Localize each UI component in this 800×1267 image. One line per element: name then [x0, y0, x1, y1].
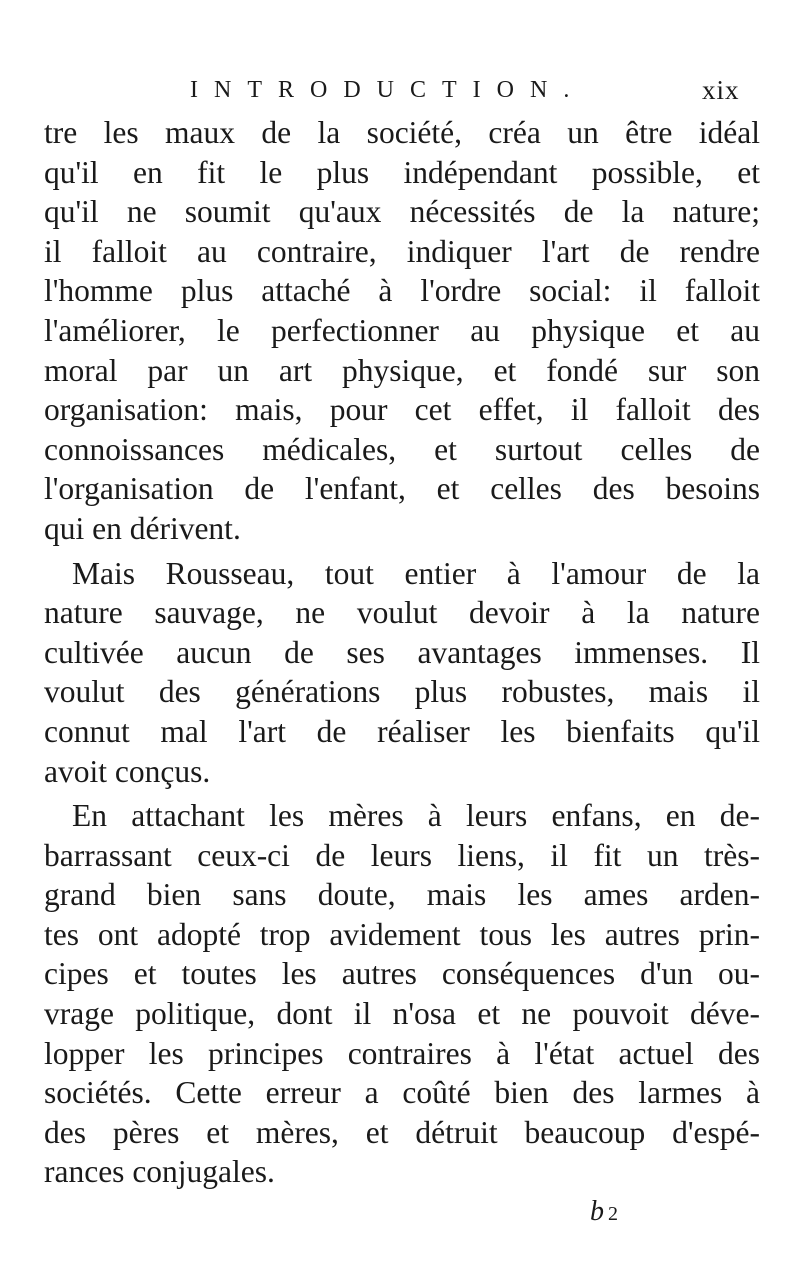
- text-line: l'améliorer, le perfectionner au physique et au: [44, 312, 760, 348]
- text-line: moral par un art physique, et fondé sur son: [44, 352, 760, 388]
- paragraph-2: [44, 554, 760, 792]
- text-line: sociétés. Cette erreur a coûté bien des larmes à: [44, 1075, 760, 1111]
- text-line: cultivée aucun de ses avantages immenses. Il: [44, 634, 760, 670]
- text-line: des pères et mères, et détruit beaucoup d'espé-: [44, 1114, 760, 1150]
- text-line: Mais Rousseau, tout entier à l'amour de la: [72, 555, 760, 591]
- text-line: En attachant les mères à leurs enfans, en de-: [72, 798, 760, 834]
- text-line: il falloit au contraire, indiquer l'art de rendre: [44, 233, 760, 269]
- text-line: l'organisation de l'enfant, et celles des besoins: [44, 471, 760, 507]
- text-line: nature sauvage, ne voulut devoir à la nature: [44, 595, 760, 631]
- text-line: lopper les principes contraires à l'état actuel des: [44, 1035, 760, 1071]
- text-line: grand bien sans doute, mais les ames arden-: [44, 877, 760, 913]
- text-line: rances conjugales.: [44, 1154, 275, 1190]
- running-head: [0, 74, 800, 106]
- text-line: vrage politique, dont il n'osa et ne pouvoit déve-: [44, 996, 760, 1032]
- text-line: cipes et toutes les autres conséquences d'un ou-: [44, 956, 760, 992]
- text-line: organisation: mais, pour cet effet, il falloit des: [44, 392, 760, 428]
- text-line: qu'il en fit le plus indépendant possible, et: [44, 154, 760, 190]
- paragraph-1: [44, 113, 760, 549]
- body-text: [44, 113, 760, 1192]
- text-line: l'homme plus attaché à l'ordre social: il falloit: [44, 273, 760, 309]
- text-line: tre les maux de la société, créa un être idéal: [44, 115, 760, 150]
- text-line: tes ont adopté trop avidement tous les autres prin-: [44, 916, 760, 952]
- page-number: xix: [702, 75, 740, 105]
- signature-number: 2: [608, 1203, 618, 1225]
- signature-mark: [590, 1196, 618, 1230]
- text-line: barrassant ceux-ci de leurs liens, il fit un très-: [44, 837, 760, 873]
- text-line: connoissances médicales, et surtout celles de: [44, 431, 760, 467]
- text-line: avoit conçus.: [44, 753, 211, 789]
- running-title: INTRODUCTION.: [190, 77, 586, 103]
- text-line: connut mal l'art de réaliser les bienfaits qu'il: [44, 713, 760, 749]
- paragraph-3: [44, 796, 760, 1192]
- text-line: voulut des générations plus robustes, mais il: [44, 674, 760, 710]
- text-line: qu'il ne soumit qu'aux nécessités de la nature;: [44, 194, 760, 230]
- signature-letter: b: [590, 1196, 604, 1227]
- text-line: qui en dérivent.: [44, 510, 241, 546]
